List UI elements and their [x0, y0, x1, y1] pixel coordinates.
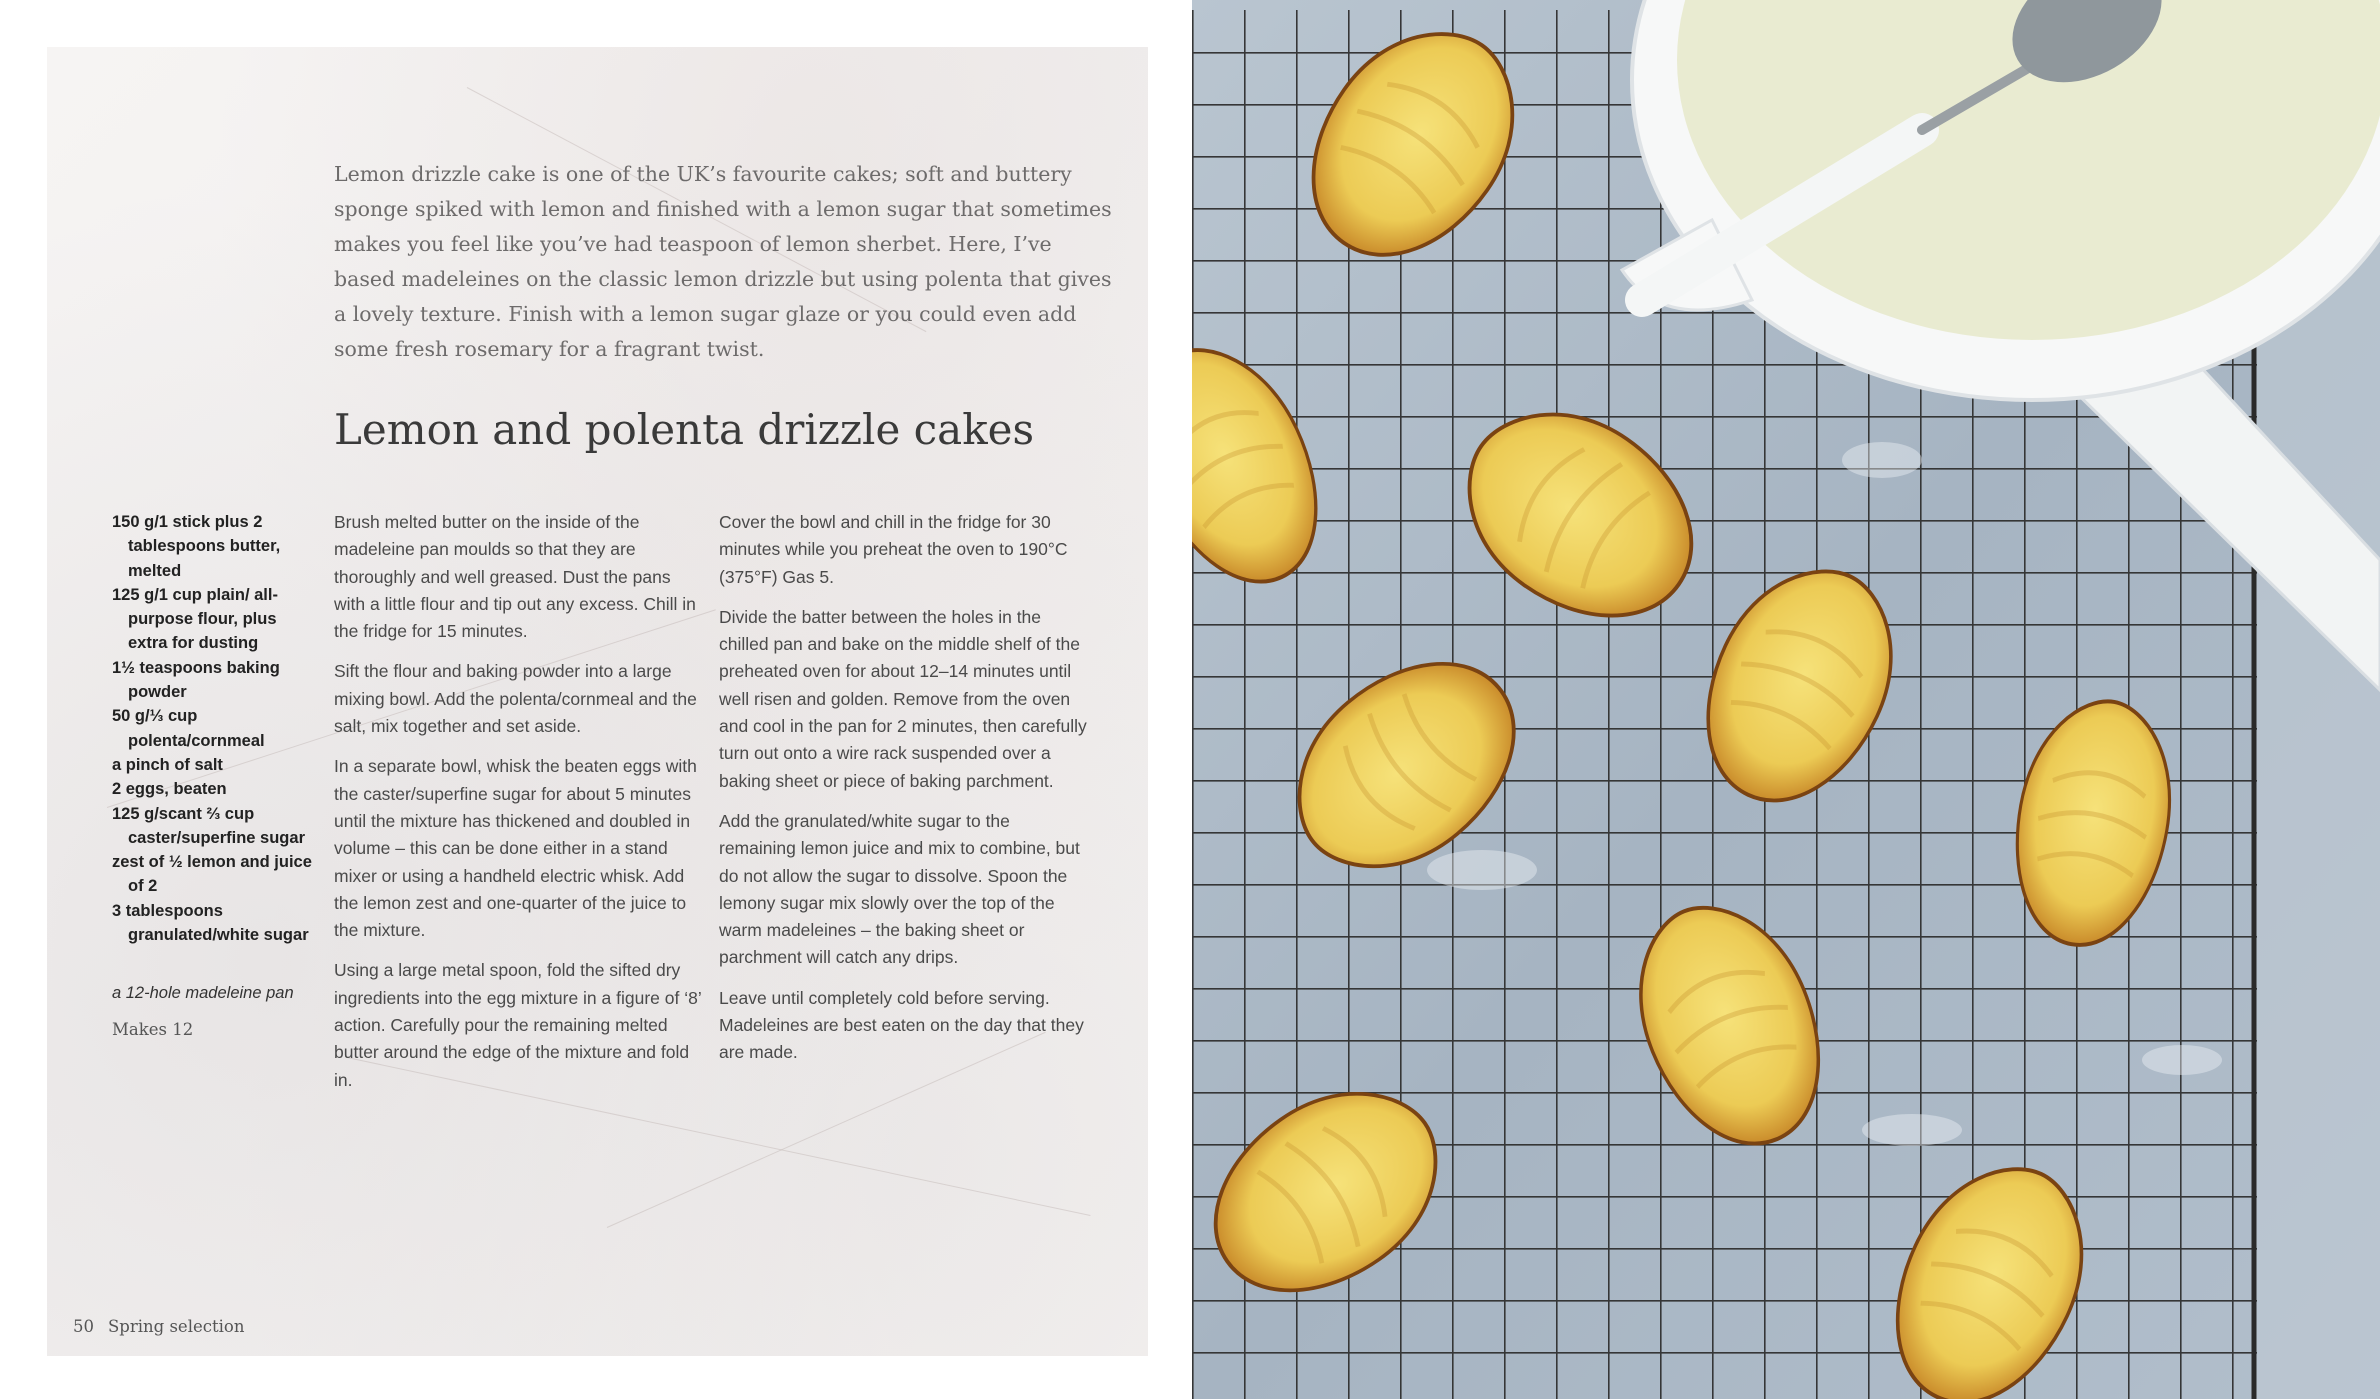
ingredient-item: 1½ teaspoons baking powder — [112, 658, 280, 702]
ingredient-item: a pinch of salt — [112, 755, 223, 774]
recipe-title: Lemon and polenta drizzle cakes — [334, 405, 1035, 454]
method-step: Using a large metal spoon, fold the sifted dry ingredients into the egg mixture in a figure of ‘8’ action. Carefully pour the remaining melted butter around the edge of the mixture and fold in. — [334, 960, 702, 1090]
method-step: Sift the flour and baking powder into a large mixing bowl. Add the polenta/cornmeal and the salt, mix together and set aside. — [334, 661, 697, 737]
ingredient-item: 50 g/⅓ cup polenta/cornmeal — [112, 707, 265, 750]
ingredient-item: 2 eggs, beaten — [112, 780, 227, 799]
recipe-page — [47, 47, 1148, 1356]
ingredient-item: 125 g/1 cup plain/ all-purpose flour, plus extra for dusting — [112, 585, 278, 653]
method-step: Add the granulated/white sugar to the remaining lemon juice and mix to combine, but do not allow the sugar to dissolve. Spoon the lemony sugar mix slowly over the top of the warm madeleines – the baking sheet or parchment will catch any drips. — [719, 810, 1080, 968]
method-column-1 — [334, 509, 706, 1107]
photo-illustration — [1192, 0, 2380, 1399]
madeleines-photo — [1192, 0, 2380, 1399]
recipe-yield: Makes 12 — [112, 1020, 194, 1039]
ingredient-item: 150 g/1 stick plus 2 tablespoons butter, melted — [112, 513, 281, 580]
method-step: Brush melted butter on the inside of the madeleine pan moulds so that they are thoroughly and well greased. Dust the pans with a little flour and tip out any excess. Chill in the fridge for 15 minutes. — [334, 512, 696, 642]
method-step: Divide the batter between the holes in the chilled pan and bake on the middle shelf of the preheated oven for about 12–14 minutes until well risen and golden. Remove from the oven and cool in the pan for 2 minutes, then carefully turn out onto a wire rack suspended over a baking sheet or piece of baking parchment. — [719, 606, 1087, 791]
equipment-note: a 12-hole madeleine pan — [112, 984, 294, 1002]
ingredients-list — [112, 510, 312, 947]
method-column-2 — [719, 509, 1091, 1080]
ingredient-item: zest of ½ lemon and juice of 2 — [112, 853, 312, 896]
section-name: Spring selection — [108, 1317, 245, 1336]
ingredient-item: 3 tablespoons granulated/white sugar — [112, 901, 309, 945]
method-step: Cover the bowl and chill in the fridge for 30 minutes while you preheat the oven to 190°C (375°F) Gas 5. — [719, 512, 1068, 587]
page-footer — [73, 1317, 258, 1336]
recipe-intro: Lemon drizzle cake is one of the UK’s favourite cakes; soft and buttery sponge spiked with lemon and finished with a lemon sugar that sometimes makes you feel like you’ve had teaspoon of lemon sherbet. Here, I’ve based madeleines on the classic lemon drizzle but using polenta that gives a lovely texture. Finish with a lemon sugar glaze or you could even add some fresh rosemary for a fragrant twist. — [334, 162, 1112, 361]
method-step: Leave until completely cold before serving. Madeleines are best eaten on the day that they are made. — [719, 987, 1084, 1063]
ingredient-item: 125 g/scant ⅔ cup caster/superfine sugar — [112, 804, 305, 847]
method-step: In a separate bowl, whisk the beaten eggs with the caster/superfine sugar for about 5 minutes until the mixture has thickened and doubled in volume – this can be done either in a stand mixer or using a handheld electric whisk. Add the lemon zest and one-quarter of the juice to the mixture. — [334, 756, 697, 941]
page-number: 50 — [73, 1317, 94, 1336]
